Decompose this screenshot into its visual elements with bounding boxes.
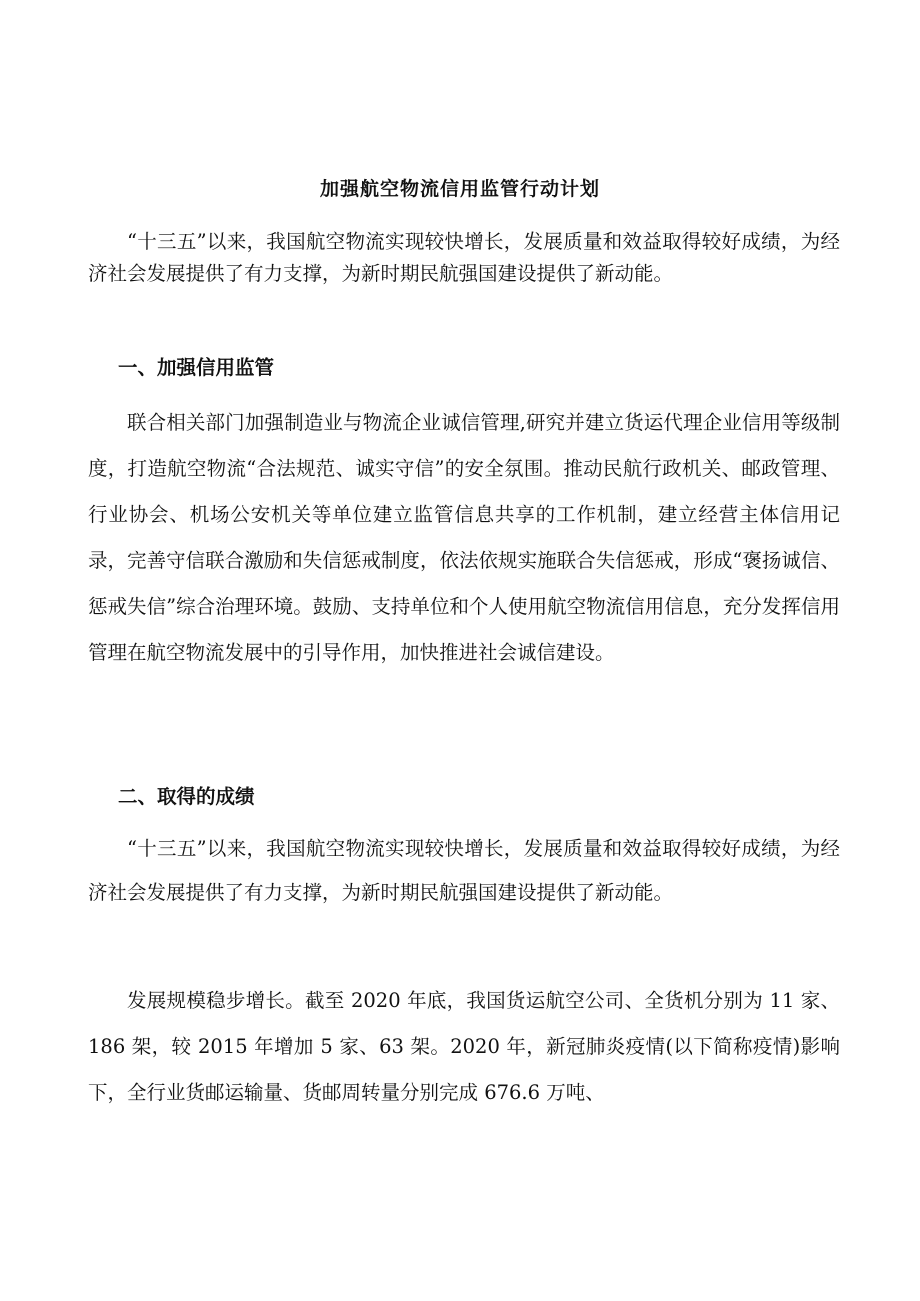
- section1-paragraph: 联合相关部门加强制造业与物流企业诚信管理,研究并建立货运代理企业信用等级制度，打造航空物流“合法规范、诚实守信”的安全氛围。推动民航行政机关、邮政管理、行业协会、机场公安机关等单位建立监管信息共享的工作机制，建立经营主体信用记录，完善守信联合激励和失信惩戒制度，依法依规实施联合失信惩戒，形成“褒扬诚信、惩戒失信”综合治理环境。鼓励、支持单位和个人使用航空物流信用信息，充分发挥信用管理在航空物流发展中的引导作用，加快推进社会诚信建设。: [88, 411, 840, 664]
- section-heading-credit-supervision: 一、加强信用监管: [118, 356, 275, 379]
- section-heading-achievements: 二、取得的成绩: [118, 785, 255, 808]
- section2-paragraph-1: “十三五”以来，我国航空物流实现较快增长，发展质量和效益取得较好成绩，为经济社会发展提供了有力支撑，为新时期民航强国建设提供了新动能。: [88, 837, 840, 904]
- intro-paragraph: “十三五”以来，我国航空物流实现较快增长，发展质量和效益取得较好成绩，为经济社会发展提供了有力支撑，为新时期民航强国建设提供了新动能。: [88, 230, 840, 285]
- section2-paragraph-2: 发展规模稳步增长。截至 2020 年底，我国货运航空公司、全货机分别为 11 家、186 架，较 2015 年增加 5 家、63 架。2020 年，新冠肺炎疫情(以下简称疫情)影响下，全行业货邮运输量、货邮周转量分别完成 676.6 万吨、: [88, 989, 840, 1104]
- document-title: 加强航空物流信用监管行动计划: [319, 178, 600, 200]
